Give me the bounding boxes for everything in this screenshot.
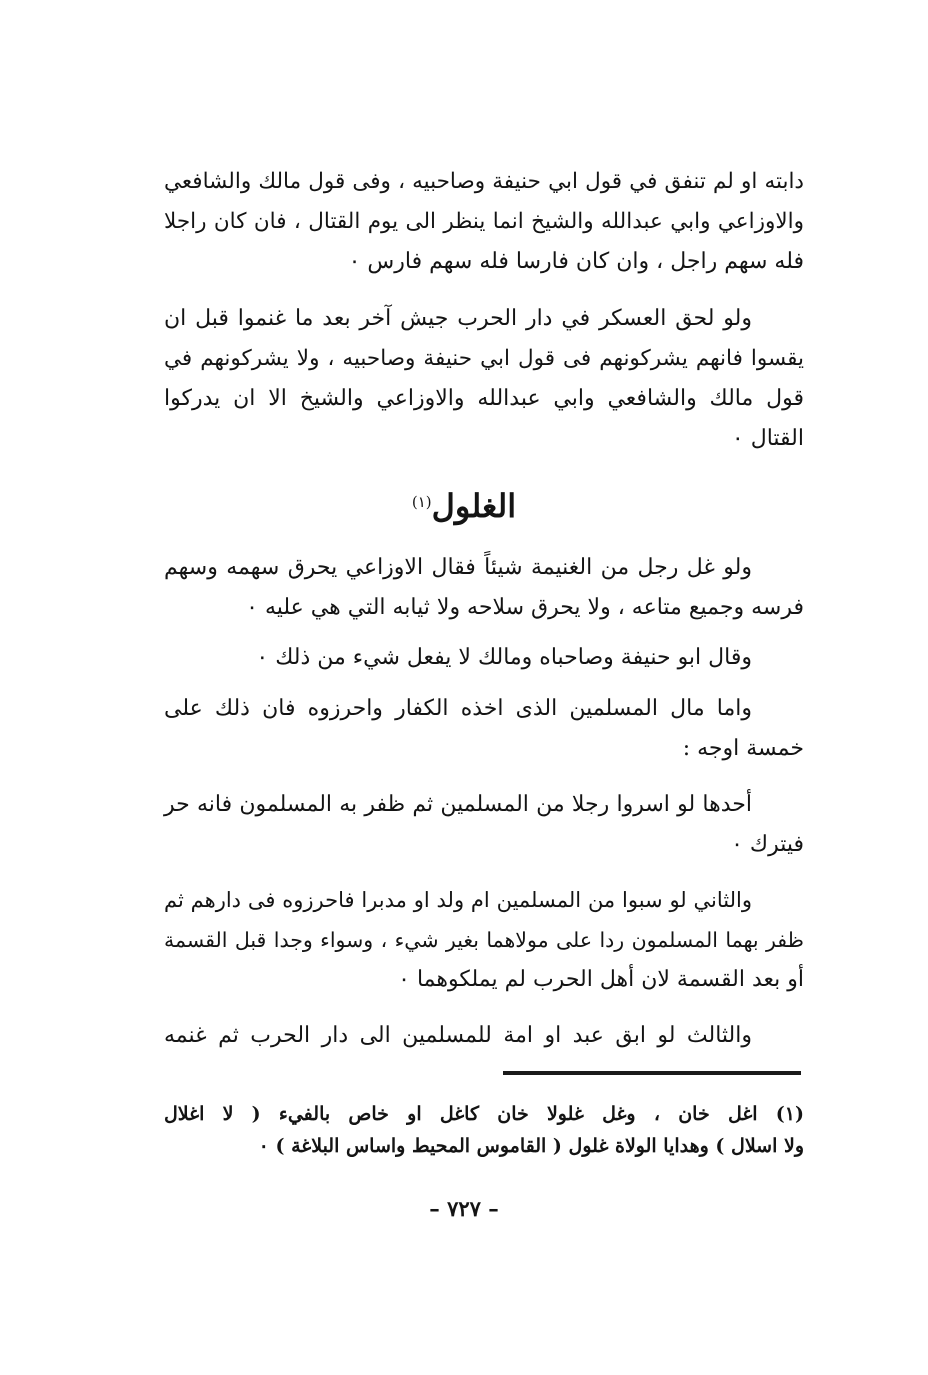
text-line: فله سهم راجل ، وان كان فارسا فله سهم فارس ٠ — [348, 249, 804, 274]
page-number: – ٧٢٧ – — [429, 1196, 499, 1221]
text-line: فيترك ٠ — [731, 832, 804, 857]
text-line: وقال ابو حنيفة وصاحباه ومالك لا يفعل شيء من ذلك ٠ — [256, 645, 752, 670]
footnote-line: (١) اغل خان ، وغل غلولا خان كاغل او خاص بالفيء ( لا اغلال — [164, 1103, 804, 1125]
text-line: أو بعد القسمة لان أهل الحرب لم يملكوهما ٠ — [398, 967, 804, 992]
paragraph-4 — [164, 638, 804, 678]
text-line: دابته او لم تنفق في قول ابي حنيفة وصاحبيه ، وفى قول مالك والشافعي — [164, 169, 804, 194]
footnote-separator — [503, 1071, 801, 1075]
footnote — [164, 1098, 804, 1162]
paragraph-3 — [164, 548, 804, 628]
paragraph-8 — [164, 1016, 804, 1056]
paragraph-7 — [164, 880, 804, 1000]
text-line: أحدها لو اسروا رجلا من المسلمين ثم ظفر به المسلمون فانه حر — [164, 792, 752, 817]
paragraph-2 — [164, 299, 804, 459]
footnote-line: ولا اسلال ) وهدايا الولاة غلول ( القاموس المحيط واساس البلاغة ) ٠ — [258, 1135, 804, 1157]
text-line: يقسوا فانهم يشركونهم فى قول ابي حنيفة وصاحبيه ، ولا يشركونهم في — [164, 346, 804, 371]
text-line: ظفر بهما المسلمون ردا على مولاهما بغير شيء ، وسواء وجدا قبل القسمة — [164, 928, 804, 952]
heading-footnote-marker: (١) — [411, 493, 432, 511]
paragraph-5 — [164, 689, 804, 769]
section-heading — [0, 486, 928, 526]
text-line: ولو لحق العسكر في دار الحرب جيش آخر بعد ما غنموا قبل ان — [164, 306, 752, 331]
text-line: فرسه وجميع متاعه ، ولا يحرق سلاحه ولا ثيابه التي هي عليه ٠ — [246, 595, 804, 620]
text-line: خمسة اوجه : — [682, 736, 804, 761]
text-line: والثاني لو سبوا من المسلمين ام ولد او مدبرا فاحرزوه فى دارهم ثم — [164, 888, 752, 912]
heading-title: الغلول — [431, 487, 517, 525]
paragraph-1 — [164, 162, 804, 282]
text-line: القتال ٠ — [731, 426, 804, 451]
text-line: واما مال المسلمين الذى اخذه الكفار واحرزوه فان ذلك على — [164, 696, 752, 721]
paragraph-6 — [164, 785, 804, 865]
text-line: قول مالك والشافعي وابي عبدالله والاوزاعي والشيخ الا ان يدركوا — [164, 386, 804, 411]
text-line: والثالث لو ابق عبد او امة للمسلمين الى دار الحرب ثم غنمه — [164, 1023, 752, 1048]
text-line: والاوزاعي وابي عبدالله والشيخ انما ينظر الى يوم القتال ، فان كان راجلا — [164, 209, 804, 234]
text-line: ولو غل رجل من الغنيمة شيئاً فقال الاوزاعي يحرق سهمه وسهم — [164, 555, 752, 580]
